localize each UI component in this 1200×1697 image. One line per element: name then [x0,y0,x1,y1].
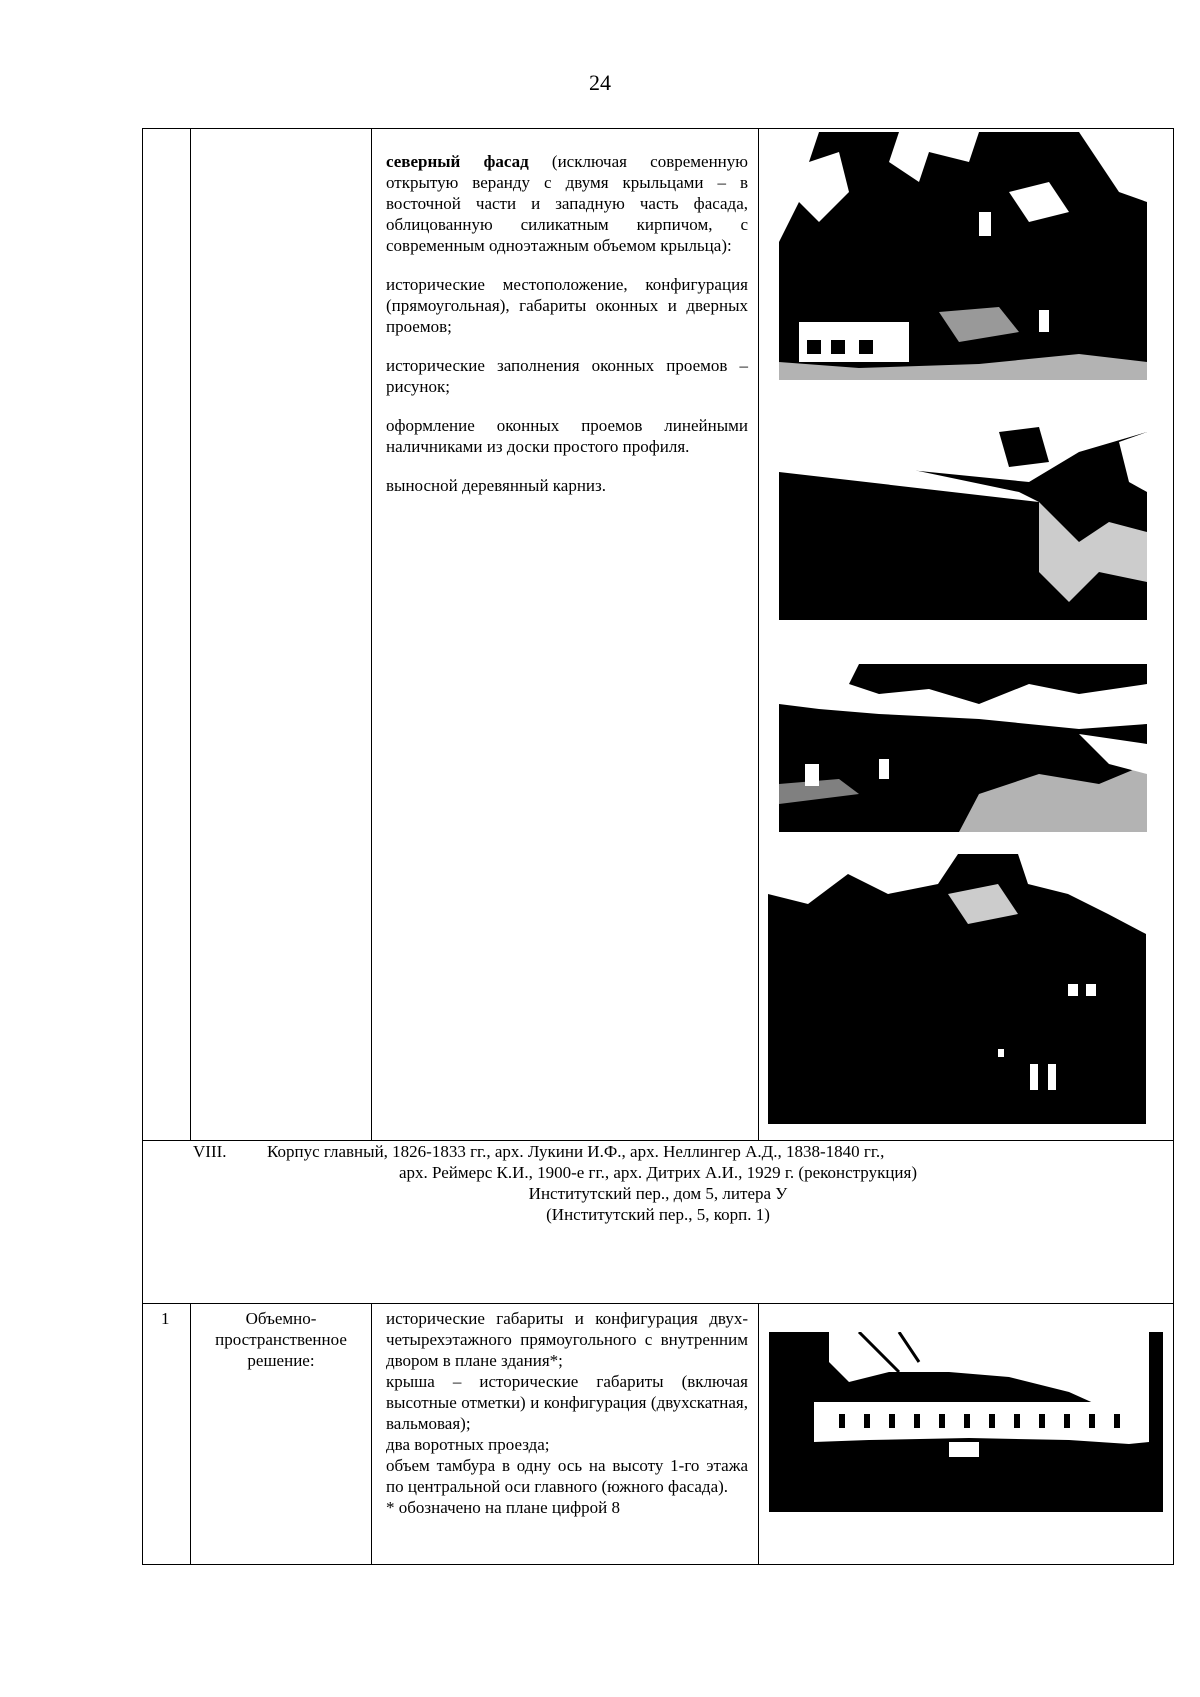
north-facade-paragraph [386,151,748,256]
photos-cell [759,1304,1174,1565]
section-title-2: арх. Реймерс К.И., 1900-е гг., арх. Дитрих А.И., 1929 г. (реконструкция) [398,1163,918,1182]
description-item: оформление оконных проемов линейными наличниками из доски простого профиля. [386,416,748,456]
description-item: исторические местоположение, конфигурация (прямоугольная), габариты оконных и дверных проемов; [386,275,748,336]
description-item: исторические заполнения оконных проемов – рисунок; [386,356,748,396]
north-facade-exclusion: (исключая современную открытую веранду с двумя крыльцами – в восточной части и западную часть фасада, облицованную силикатным кирпичом, с современным одноэтажным объемом крыльца): [386,152,748,255]
page-number: 24 [589,70,611,95]
description-line: исторические габариты и конфигурация двух-четырехэтажного прямоугольного с внутренним двором в плане здания*; [386,1309,748,1370]
monuments-table [142,128,1174,1565]
section-heading [143,1141,1174,1304]
description-cell [372,1304,759,1565]
description-item: выносной деревянный карниз. [386,476,606,495]
description-line: крыша – исторические габариты (включая высотные отметки) и конфигурация (двухскатная, вальмовая); [386,1372,748,1433]
table-row [143,1304,1174,1565]
section-address-alt: (Институтский пер., 5, корп. 1) [546,1205,770,1224]
photo-main-building [769,1332,1163,1512]
section-number: VIII. [193,1142,227,1161]
description-cell [372,129,759,1141]
element-label-cell: Объемно-пространственное решение: [191,1304,372,1565]
footnote: * обозначено на плане цифрой 8 [386,1498,620,1517]
element-label-cell [191,129,372,1141]
row-number-cell [143,129,191,1141]
row-number-cell: 1 [143,1304,191,1565]
section-title-1: Корпус главный, 1826-1833 гг., арх. Лукини И.Ф., арх. Неллингер А.Д., 1838-1840 гг., [267,1142,885,1161]
photo-north-facade-3 [779,664,1147,832]
north-facade-title: северный фасад [386,152,529,171]
description-line: объем тамбура в одну ось на высоту 1-го этажа по центральной оси главного (южного фасада). [386,1456,748,1496]
photo-north-facade-2 [779,402,1147,620]
section-address: Институтский пер., дом 5, литера У [528,1184,788,1203]
table-row-continued [143,129,1174,1141]
section-heading-row [143,1141,1174,1304]
photo-north-facade-4 [768,854,1146,1124]
section-line-1 [143,1141,1173,1162]
description-line: два воротных проезда; [386,1435,550,1454]
photo-north-facade-1 [779,132,1147,380]
photos-cell [759,129,1174,1141]
